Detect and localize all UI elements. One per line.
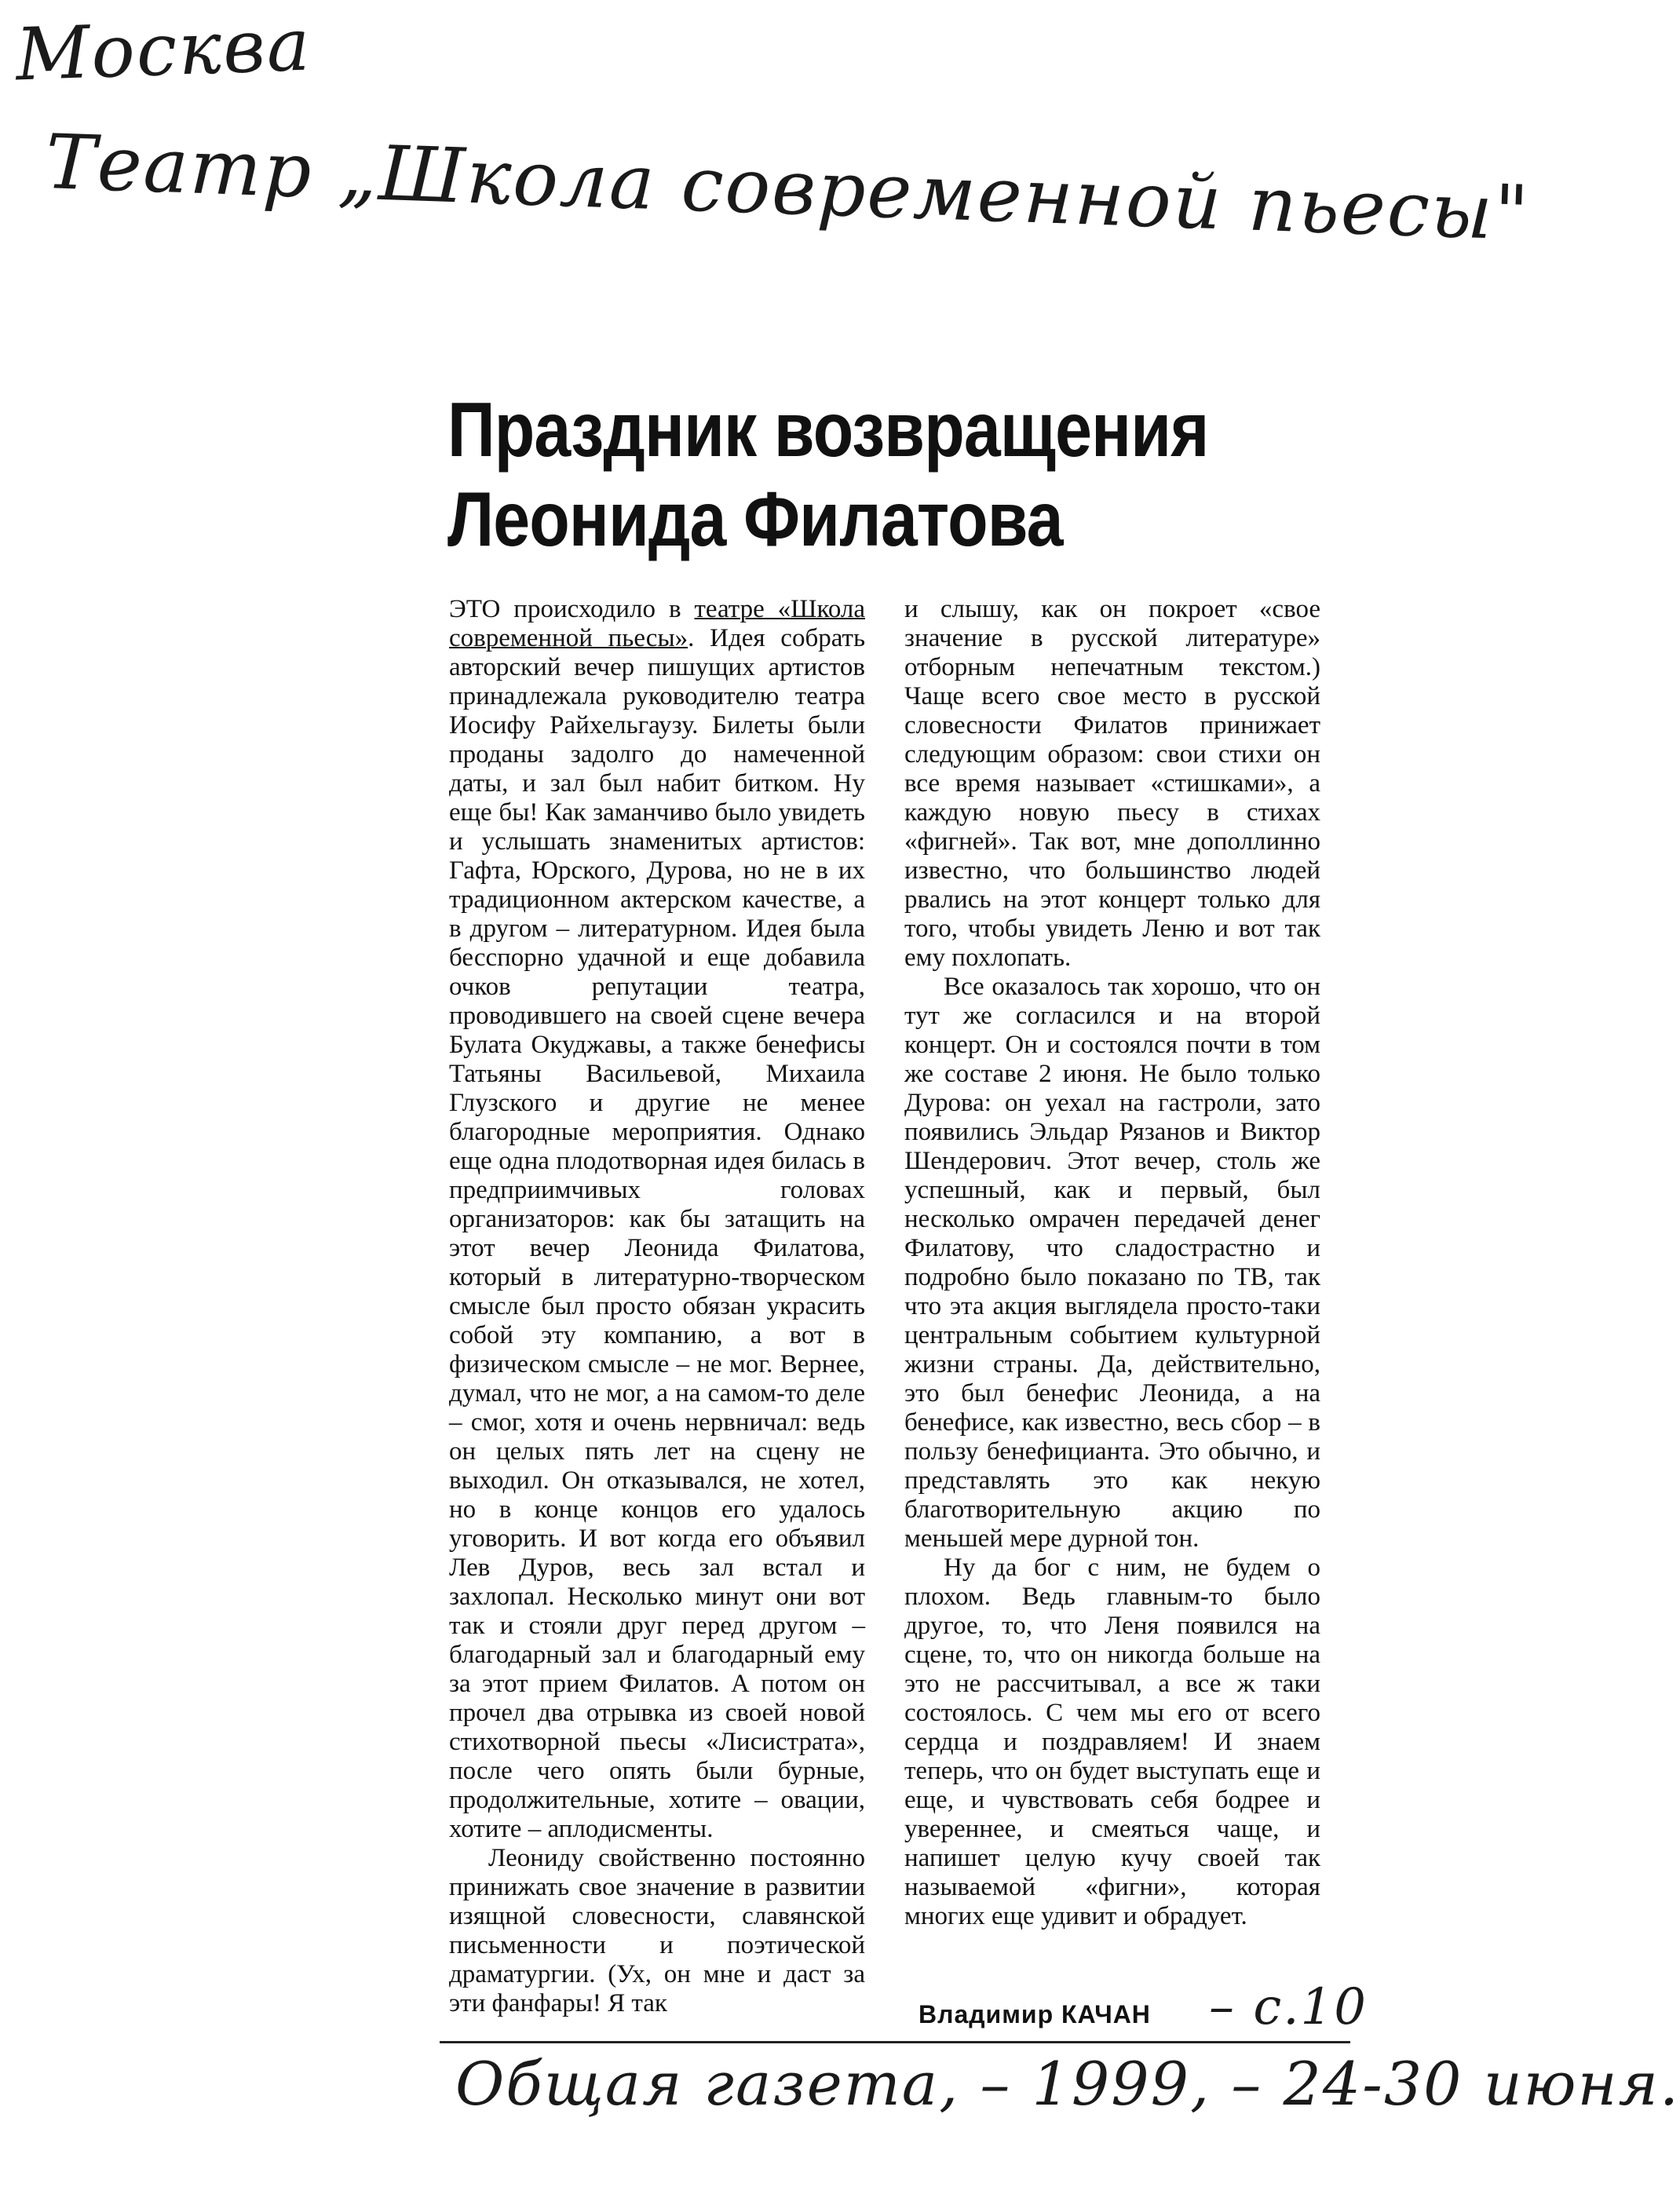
handwritten-source-note: Общая газета, – 1999, – 24-30 июня. bbox=[455, 2049, 1680, 2119]
handwritten-city-note: Москва bbox=[14, 2, 313, 97]
handwritten-page-mark: – с.10 bbox=[1209, 1978, 1368, 2036]
paragraph: Ну да бог с ним, не будем о плохом. Ведь главным-то было другое, то, что Леня появился на сцене, то, что он никогда больше на это не рассчитывал, а все ж таки состоялось. С чем мы его от всего сердца и поздравляем! И знаем теперь, что он будет выступать еще и еще, и чувствовать себя бодрее и увереннее, и смеяться чаще, и напишет целую кучу своей так называемой «фигни», которая многих еще удивит и обрадует. bbox=[904, 1554, 1320, 1930]
handwritten-theatre-note: Театр „Школа современной пьесы" bbox=[44, 118, 1532, 257]
lead-text: ЭТО происходило в bbox=[449, 595, 695, 623]
paragraph: Все оказалось так хорошо, что он тут же согласился и на второй концерт. Он и состоялся почти в том же составе 2 июня. Не было только Дурова: он уехал на гастроли, зато появились Эльдар Рязанов и Виктор Шендерович. Этот вечер, столь же успешный, как и первый, был несколько омрачен передачей денег Филатову, что сладострастно и подробно было показано по ТВ, так что эта акция выглядела просто-таки центральным событием культурной жизни страны. Да, действительно, это был бенефис Леонида, а на бенефисе, как известно, весь сбор – в пользу бенефицианта. Это обычно, и представлять это как некую благотворительную акцию по меньшей мере дурной тон. bbox=[904, 973, 1320, 1553]
paragraph: и слышу, как он покроет «свое значение в русской литературе» отборным непечатным текстом.) Чаще всего свое место в русской словесности Филатов принижает следующим образом: свои стихи он все время называет «стишками», а каждую новую пьесу в стихах «фигней». Так вот, мне дополлинно известно, что большинство людей рвались на этот концерт только для того, чтобы увидеть Леню и вот так ему похлопать. bbox=[904, 595, 1320, 972]
paragraph: Леониду свойственно постоянно принижать свое значение в развитии изящной словесности, славянской письменности и поэтической драматургии. (Ух, он мне и даст за эти фанфары! Я так bbox=[449, 1844, 865, 2017]
article-headline bbox=[447, 385, 1258, 564]
article-column-2 bbox=[904, 595, 1320, 1931]
article-column-1 bbox=[449, 595, 865, 2018]
theatre-name-underlined: театре «Школа современной пьесы» bbox=[449, 595, 866, 652]
bottom-rule bbox=[440, 2041, 1350, 2043]
headline-line-1: Праздник возвращения bbox=[447, 386, 1209, 473]
headline-line-2: Леонида Филатова bbox=[447, 476, 1063, 562]
author-byline: Владимир КАЧАН bbox=[919, 2000, 1151, 2028]
paragraph bbox=[449, 595, 865, 1844]
paragraph-text: . Идея собрать авторский вечер пишущих артистов принадлежала руководителю театра Иосифу Райхельгаузу. Билеты были проданы задолго до намеченной даты, и зал был набит битком. Ну еще бы! Как заманчиво было увидеть и услышать знаменитых артистов: Гафта, Юрского, Дурова, но не в их традиционном актерском качестве, а в другом – литературном. Идея была бесспорно удачной и еще добавила очков репутации театра, проводившего на своей сцене вечера Булата Окуджавы, а также бенефисы Татьяны Васильевой, Михаила Глузского и другие не менее благородные мероприятия. Однако еще одна плодотворная идея билась в предприимчивых головах организаторов: как бы затащить на этот вечер Леонида Филатова, который в литературно-творческом смысле был просто обязан украсить собой эту компанию, а вот в физическом смысле – не мог. Вернее, думал, что не мог, а на самом-то деле – смог, хотя и очень нервничал: ведь он целых пять лет на сцену не выходил. Он отказывался, не хотел, но в конце концов его удалось уговорить. И вот когда его объявил Лев Дуров, весь зал встал и захлопал. Несколько минут они вот так и стояли друг перед другом – благодарный зал и благодарный ему за этот прием Филатов. А потом он прочел два отрывка из своей новой стихотворной пьесы «Лисистрата», после чего опять были бурные, продолжительные, хотите – овации, хотите – аплодисменты. bbox=[449, 624, 865, 1843]
